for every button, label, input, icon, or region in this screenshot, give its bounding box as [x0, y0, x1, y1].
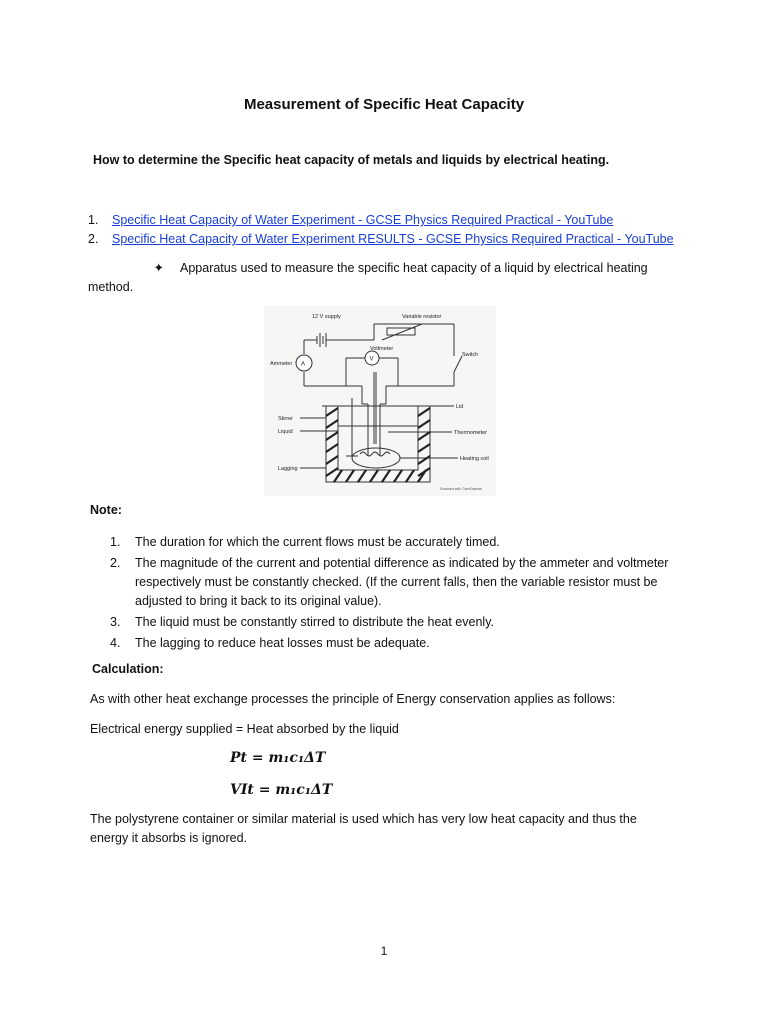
list-item [110, 554, 670, 611]
list-number: 2. [88, 232, 99, 246]
lagging-label: Lagging [278, 466, 298, 472]
calculation-heading: Calculation: [92, 662, 164, 676]
list-number: 1. [88, 213, 99, 227]
energy-conservation-text: As with other heat exchange processes the principle of Energy conservation applies as follows: [90, 692, 616, 706]
note-text: The liquid must be constantly stirred to distribute the heat evenly. [135, 615, 494, 629]
subtitle: How to determine the Specific heat capacity of metals and liquids by electrical heating. [93, 153, 610, 167]
equation-vit: VIt = m₁c₁ΔT [230, 782, 333, 798]
link-item [88, 211, 674, 230]
link-item [88, 230, 674, 249]
list-number: 2. [110, 556, 121, 570]
energy-equation-text: Electrical energy supplied = Heat absorbed by the liquid [90, 722, 399, 736]
equation-power: Pt = m₁c₁ΔT [230, 750, 326, 766]
resistor-label: Variable resistor [402, 314, 442, 320]
thermometer-label: Thermometer [454, 430, 488, 436]
switch-label: Switch [462, 352, 479, 358]
ammeter-symbol: A [301, 361, 306, 368]
circuit-diagram-svg [264, 306, 496, 496]
list-number: 4. [110, 636, 121, 650]
video-link-2[interactable]: Specific Heat Capacity of Water Experiment RESULTS - GCSE Physics Required Practical - YouTube [112, 232, 674, 246]
polystyrene-text: The polystyrene container or similar material is used which has very low heat capacity and thus the energy it absorbs is ignored. [90, 812, 637, 845]
video-link-list [88, 211, 674, 249]
apparatus-intro [88, 259, 688, 297]
list-item [110, 634, 670, 653]
liquid-label: Liquid [278, 429, 293, 435]
page-title: Measurement of Specific Heat Capacity [243, 96, 525, 113]
heating-coil-label: Heating coil [460, 456, 489, 462]
note-heading: Note: [90, 503, 122, 517]
stirrer-label: Stirrer [278, 416, 293, 422]
list-item [110, 533, 670, 552]
page-number: 1 [380, 944, 388, 958]
scanner-watermark: Scanned with CamScanner [440, 487, 483, 491]
note-text: The magnitude of the current and potential difference as indicated by the ammeter and voltmeter respectively must be constantly checked. (If the current falls, then the variable resistor must be adjusted to bring it back to its original value). [135, 556, 669, 608]
lid-label: Lid [456, 404, 464, 410]
voltmeter-symbol: V [369, 356, 374, 363]
video-link-1[interactable]: Specific Heat Capacity of Water Experiment - GCSE Physics Required Practical - YouTube [112, 213, 614, 227]
list-number: 3. [110, 615, 121, 629]
list-number: 1. [110, 535, 121, 549]
list-item [110, 613, 670, 632]
apparatus-diagram [264, 306, 496, 496]
note-text: The duration for which the current flows must be accurately timed. [135, 535, 500, 549]
voltmeter-label: Voltmeter [370, 346, 394, 352]
star-bullet-icon: ✦ [153, 261, 164, 275]
supply-label: 12 V supply [312, 314, 341, 320]
ammeter-label: Ammeter [270, 361, 293, 367]
apparatus-text: Apparatus used to measure the specific heat capacity of a liquid by electrical heating method. [88, 261, 648, 294]
notes-list [110, 533, 670, 655]
note-text: The lagging to reduce heat losses must be adequate. [135, 636, 430, 650]
